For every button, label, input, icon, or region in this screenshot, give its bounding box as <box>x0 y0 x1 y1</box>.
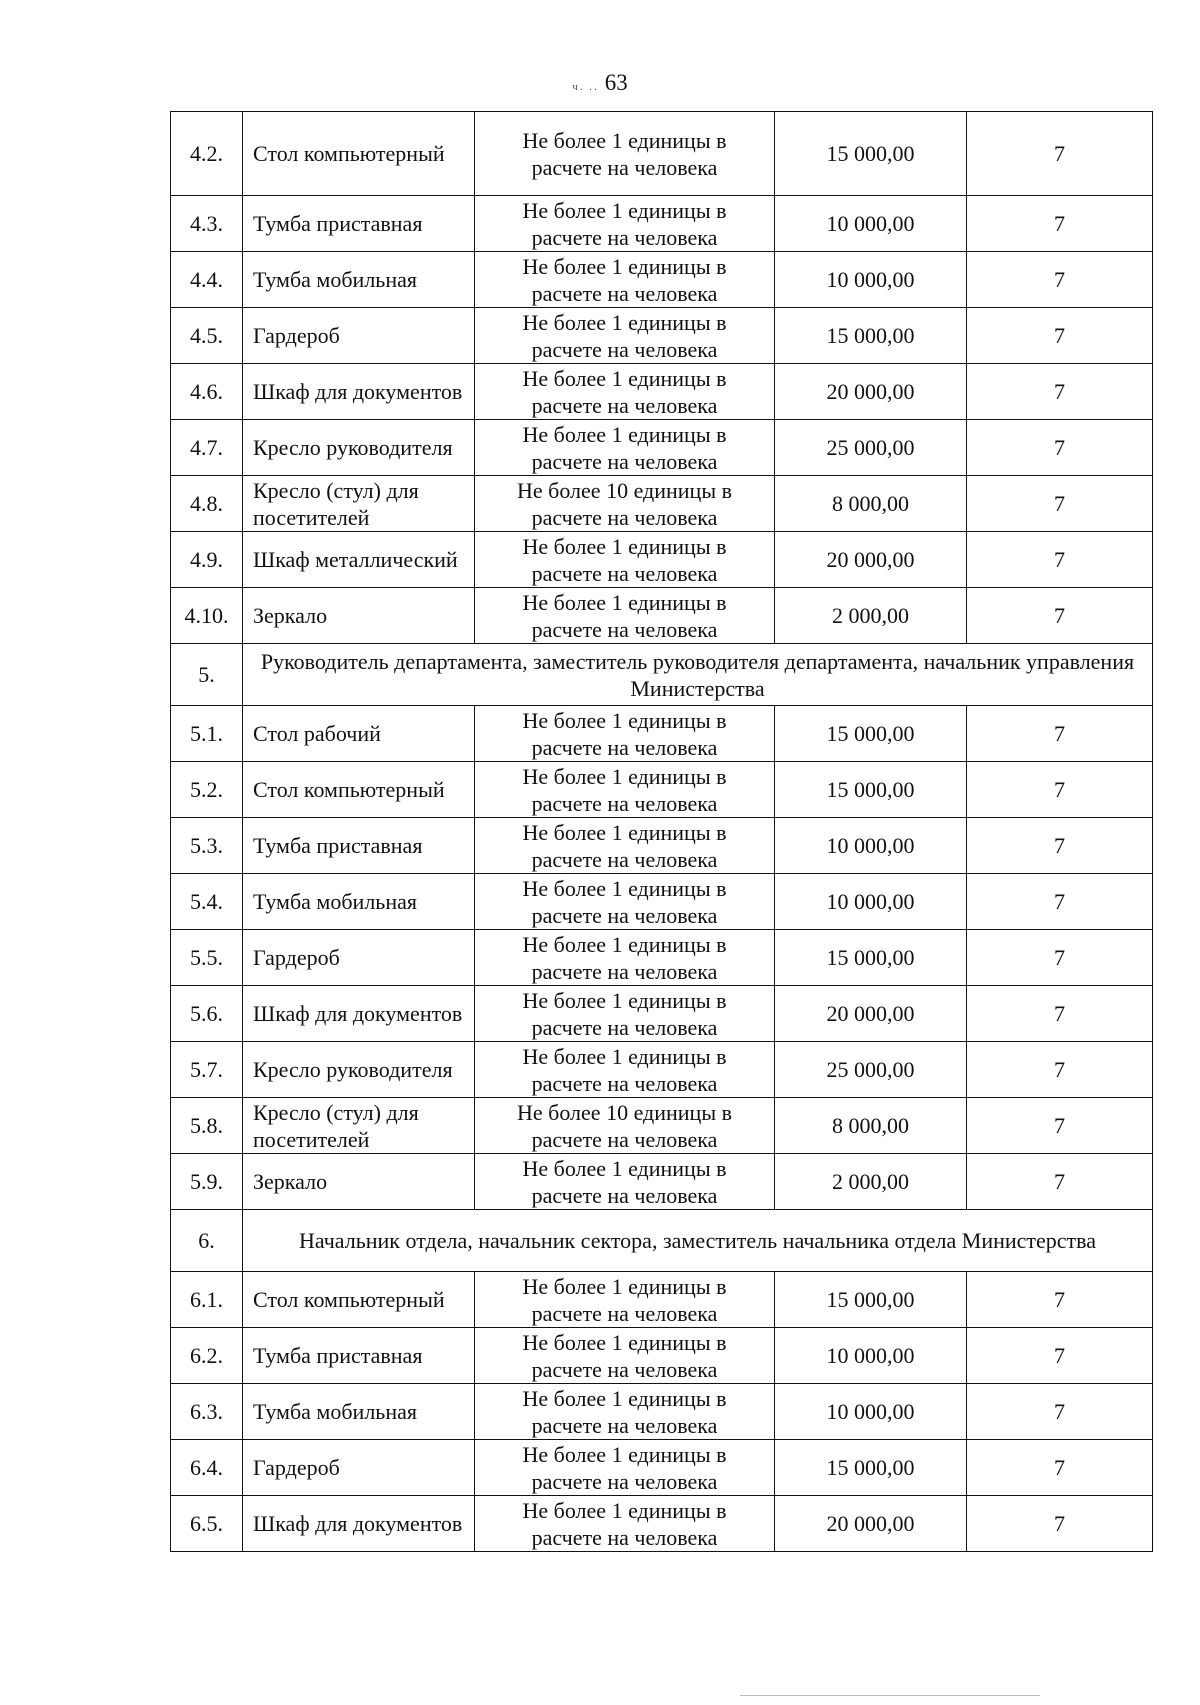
page-number <box>0 70 1200 96</box>
table-row <box>171 112 1153 196</box>
item-max-price: 15 000,00 <box>775 1440 967 1496</box>
item-quantity-norm: Не более 1 единицы в расчете на человека <box>475 308 775 364</box>
item-service-years: 7 <box>967 588 1153 644</box>
item-number: 5.3. <box>171 818 243 874</box>
item-number: 4.6. <box>171 364 243 420</box>
item-max-price: 20 000,00 <box>775 1496 967 1552</box>
section-title: Руководитель департамента, заместитель руководителя департамента, начальник управления Министерства <box>243 644 1153 706</box>
item-number: 5.1. <box>171 706 243 762</box>
item-number: 5.4. <box>171 874 243 930</box>
item-max-price: 25 000,00 <box>775 1042 967 1098</box>
item-name: Шкаф металлический <box>243 532 475 588</box>
item-quantity-norm: Не более 1 единицы в расчете на человека <box>475 1042 775 1098</box>
table-row <box>171 252 1153 308</box>
item-name: Шкаф для документов <box>243 364 475 420</box>
item-quantity-norm: Не более 1 единицы в расчете на человека <box>475 252 775 308</box>
item-service-years: 7 <box>967 1440 1153 1496</box>
item-max-price: 15 000,00 <box>775 706 967 762</box>
table-row <box>171 986 1153 1042</box>
item-service-years: 7 <box>967 364 1153 420</box>
item-number: 4.7. <box>171 420 243 476</box>
item-max-price: 10 000,00 <box>775 196 967 252</box>
item-service-years: 7 <box>967 1098 1153 1154</box>
table-row <box>171 420 1153 476</box>
item-max-price: 10 000,00 <box>775 1384 967 1440</box>
table-row <box>171 818 1153 874</box>
item-number: 5.9. <box>171 1154 243 1210</box>
item-name: Кресло руководителя <box>243 1042 475 1098</box>
item-name: Стол рабочий <box>243 706 475 762</box>
table-row <box>171 762 1153 818</box>
section-title: Начальник отдела, начальник сектора, заместитель начальника отдела Министерства <box>243 1210 1153 1272</box>
item-quantity-norm: Не более 1 единицы в расчете на человека <box>475 1272 775 1328</box>
item-name: Гардероб <box>243 308 475 364</box>
item-number: 6.1. <box>171 1272 243 1328</box>
item-max-price: 15 000,00 <box>775 1272 967 1328</box>
item-service-years: 7 <box>967 762 1153 818</box>
table-row <box>171 308 1153 364</box>
item-name: Стол компьютерный <box>243 112 475 196</box>
item-name: Кресло руководителя <box>243 420 475 476</box>
item-service-years: 7 <box>967 1384 1153 1440</box>
page-number-value: 63 <box>604 70 628 95</box>
item-quantity-norm: Не более 1 единицы в расчете на человека <box>475 930 775 986</box>
section-row <box>171 1210 1153 1272</box>
item-name: Стол компьютерный <box>243 762 475 818</box>
item-max-price: 15 000,00 <box>775 762 967 818</box>
item-max-price: 2 000,00 <box>775 1154 967 1210</box>
item-number: 6.5. <box>171 1496 243 1552</box>
item-max-price: 2 000,00 <box>775 588 967 644</box>
item-max-price: 10 000,00 <box>775 1328 967 1384</box>
item-quantity-norm: Не более 1 единицы в расчете на человека <box>475 364 775 420</box>
item-service-years: 7 <box>967 1496 1153 1552</box>
item-service-years: 7 <box>967 818 1153 874</box>
item-name: Зеркало <box>243 1154 475 1210</box>
item-max-price: 20 000,00 <box>775 986 967 1042</box>
table-row <box>171 1042 1153 1098</box>
item-number: 4.5. <box>171 308 243 364</box>
item-quantity-norm: Не более 1 единицы в расчете на человека <box>475 1328 775 1384</box>
item-name: Зеркало <box>243 588 475 644</box>
item-name: Шкаф для документов <box>243 1496 475 1552</box>
item-number: 4.8. <box>171 476 243 532</box>
item-max-price: 25 000,00 <box>775 420 967 476</box>
item-number: 5.6. <box>171 986 243 1042</box>
table-row <box>171 532 1153 588</box>
item-name: Гардероб <box>243 930 475 986</box>
item-service-years: 7 <box>967 1272 1153 1328</box>
item-name: Стол компьютерный <box>243 1272 475 1328</box>
scan-mark: ч. .. <box>572 81 599 93</box>
table-row <box>171 1440 1153 1496</box>
item-quantity-norm: Не более 1 единицы в расчете на человека <box>475 532 775 588</box>
item-service-years: 7 <box>967 986 1153 1042</box>
table-row <box>171 1496 1153 1552</box>
item-service-years: 7 <box>967 1328 1153 1384</box>
item-service-years: 7 <box>967 1042 1153 1098</box>
item-name: Тумба мобильная <box>243 252 475 308</box>
norms-table <box>170 111 1153 1552</box>
item-number: 5.7. <box>171 1042 243 1098</box>
item-service-years: 7 <box>967 874 1153 930</box>
item-max-price: 15 000,00 <box>775 112 967 196</box>
table-row <box>171 874 1153 930</box>
item-max-price: 8 000,00 <box>775 476 967 532</box>
norms-table-body <box>171 112 1153 1552</box>
item-quantity-norm: Не более 10 единицы в расчете на человека <box>475 476 775 532</box>
item-service-years: 7 <box>967 196 1153 252</box>
table-row <box>171 706 1153 762</box>
table-row <box>171 364 1153 420</box>
section-number: 6. <box>171 1210 243 1272</box>
item-number: 5.5. <box>171 930 243 986</box>
item-quantity-norm: Не более 1 единицы в расчете на человека <box>475 112 775 196</box>
item-quantity-norm: Не более 1 единицы в расчете на человека <box>475 1440 775 1496</box>
item-number: 4.9. <box>171 532 243 588</box>
item-name: Тумба мобильная <box>243 874 475 930</box>
item-quantity-norm: Не более 1 единицы в расчете на человека <box>475 1154 775 1210</box>
section-row <box>171 644 1153 706</box>
table-row <box>171 1272 1153 1328</box>
item-quantity-norm: Не более 1 единицы в расчете на человека <box>475 762 775 818</box>
item-quantity-norm: Не более 1 единицы в расчете на человека <box>475 706 775 762</box>
item-max-price: 10 000,00 <box>775 818 967 874</box>
item-service-years: 7 <box>967 532 1153 588</box>
item-max-price: 20 000,00 <box>775 532 967 588</box>
item-service-years: 7 <box>967 1154 1153 1210</box>
table-row <box>171 476 1153 532</box>
item-name: Кресло (стул) для посетителей <box>243 1098 475 1154</box>
item-number: 5.2. <box>171 762 243 818</box>
table-row <box>171 1328 1153 1384</box>
item-max-price: 10 000,00 <box>775 874 967 930</box>
item-quantity-norm: Не более 1 единицы в расчете на человека <box>475 420 775 476</box>
item-name: Гардероб <box>243 1440 475 1496</box>
item-max-price: 15 000,00 <box>775 930 967 986</box>
table-row <box>171 196 1153 252</box>
item-number: 5.8. <box>171 1098 243 1154</box>
item-max-price: 10 000,00 <box>775 252 967 308</box>
item-service-years: 7 <box>967 308 1153 364</box>
item-name: Тумба мобильная <box>243 1384 475 1440</box>
table-row <box>171 588 1153 644</box>
item-number: 4.2. <box>171 112 243 196</box>
item-quantity-norm: Не более 1 единицы в расчете на человека <box>475 1496 775 1552</box>
item-quantity-norm: Не более 10 единицы в расчете на человека <box>475 1098 775 1154</box>
item-service-years: 7 <box>967 930 1153 986</box>
table-row <box>171 930 1153 986</box>
item-number: 6.4. <box>171 1440 243 1496</box>
item-number: 4.4. <box>171 252 243 308</box>
item-quantity-norm: Не более 1 единицы в расчете на человека <box>475 1384 775 1440</box>
item-number: 4.10. <box>171 588 243 644</box>
item-quantity-norm: Не более 1 единицы в расчете на человека <box>475 874 775 930</box>
table-row <box>171 1098 1153 1154</box>
item-max-price: 20 000,00 <box>775 364 967 420</box>
item-number: 6.2. <box>171 1328 243 1384</box>
item-name: Тумба приставная <box>243 196 475 252</box>
item-name: Шкаф для документов <box>243 986 475 1042</box>
item-service-years: 7 <box>967 420 1153 476</box>
item-name: Тумба приставная <box>243 1328 475 1384</box>
item-quantity-norm: Не более 1 единицы в расчете на человека <box>475 588 775 644</box>
item-number: 4.3. <box>171 196 243 252</box>
item-service-years: 7 <box>967 112 1153 196</box>
item-max-price: 15 000,00 <box>775 308 967 364</box>
section-number: 5. <box>171 644 243 706</box>
table-row <box>171 1154 1153 1210</box>
item-service-years: 7 <box>967 706 1153 762</box>
item-service-years: 7 <box>967 476 1153 532</box>
item-name: Кресло (стул) для посетителей <box>243 476 475 532</box>
scan-edge-line <box>740 1695 1040 1696</box>
item-number: 6.3. <box>171 1384 243 1440</box>
item-name: Тумба приставная <box>243 818 475 874</box>
item-quantity-norm: Не более 1 единицы в расчете на человека <box>475 986 775 1042</box>
item-quantity-norm: Не более 1 единицы в расчете на человека <box>475 196 775 252</box>
table-row <box>171 1384 1153 1440</box>
item-service-years: 7 <box>967 252 1153 308</box>
item-quantity-norm: Не более 1 единицы в расчете на человека <box>475 818 775 874</box>
item-max-price: 8 000,00 <box>775 1098 967 1154</box>
